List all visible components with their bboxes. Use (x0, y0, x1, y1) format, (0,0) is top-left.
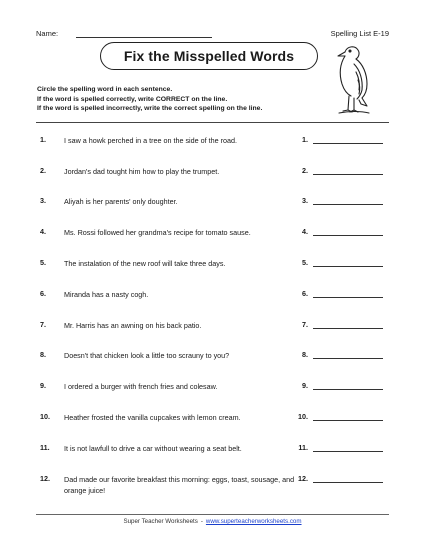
section-divider (36, 122, 389, 123)
question-sentence: Heather frosted the vanilla cupcakes with lemon cream. (64, 413, 241, 422)
question-sentence: Mr. Harris has an awning on his back patio. (64, 321, 202, 330)
answer-line[interactable] (313, 389, 383, 390)
footer-divider (36, 514, 389, 515)
question-number: 9. (40, 381, 46, 390)
answer-line[interactable] (313, 451, 383, 452)
answer-number: 11. (298, 443, 308, 452)
answer-line[interactable] (313, 482, 383, 483)
footer-separator: - (200, 518, 203, 525)
instruction-line: Circle the spelling word in each sentence. (37, 86, 173, 93)
answer-number: 3. (302, 196, 308, 205)
footer (0, 518, 425, 525)
answer-number: 9. (302, 381, 308, 390)
question-number: 8. (40, 350, 46, 359)
answer-line[interactable] (313, 143, 383, 144)
question-number: 11. (40, 443, 50, 452)
answer-number: 5. (302, 258, 308, 267)
instruction-line: If the word is spelled correctly, write CORRECT on the line. (37, 95, 228, 103)
question-sentence: It is not lawfull to drive a car without wearing a seat belt. (64, 444, 242, 453)
instructions (37, 85, 262, 114)
question-number: 6. (40, 289, 46, 298)
question-number: 10. (40, 412, 50, 421)
question-number: 7. (40, 320, 46, 329)
question-number: 5. (40, 258, 46, 267)
name-blank-line[interactable] (76, 37, 212, 38)
question-number: 3. (40, 196, 46, 205)
answer-line[interactable] (313, 358, 383, 359)
footer-url-link[interactable]: www.superteacherworksheets.com (205, 518, 302, 525)
answer-number: 7. (302, 320, 308, 329)
question-number: 12. (40, 474, 50, 483)
question-sentence: I saw a howk perched in a tree on the side of the road. (64, 136, 238, 145)
question-sentence: Doesn't that chicken look a little too scrauny to you? (64, 351, 230, 360)
instruction-line: If the word is spelled incorrectly, write the correct spelling on the line. (37, 105, 263, 112)
answer-number: 2. (302, 166, 308, 175)
question-sentence: Aliyah is her parents' only doughter. (64, 197, 178, 206)
title-banner (100, 42, 318, 70)
answer-number: 10. (298, 412, 308, 421)
answer-number: 6. (302, 289, 308, 298)
question-sentence: Jordan's dad tought him how to play the trumpet. (64, 167, 220, 176)
spelling-list-label: Spelling List E-19 (330, 29, 389, 38)
answer-line[interactable] (313, 328, 383, 329)
page-title: Fix the Misspelled Words (123, 48, 295, 64)
question-number: 1. (40, 135, 46, 144)
question-number: 2. (40, 166, 46, 175)
answer-line[interactable] (313, 297, 383, 298)
answer-line[interactable] (313, 204, 383, 205)
footer-brand: Super Teacher Worksheets (123, 518, 198, 525)
question-sentence: I ordered a burger with french fries and colesaw. (64, 382, 218, 391)
question-sentence: The instalation of the new roof will take three days. (64, 259, 226, 268)
bird-illustration-icon (325, 42, 375, 120)
answer-line[interactable] (313, 420, 383, 421)
answer-number: 8. (302, 350, 308, 359)
question-number: 4. (40, 227, 46, 236)
answer-line[interactable] (313, 235, 383, 236)
answer-line[interactable] (313, 266, 383, 267)
answer-number: 4. (302, 227, 308, 236)
answer-number: 12. (298, 474, 308, 483)
question-sentence: Ms. Rossi followed her grandma's recipe for tomato sause. (64, 228, 251, 237)
question-sentence: Miranda has a nasty cogh. (64, 290, 149, 299)
answer-line[interactable] (313, 174, 383, 175)
question-sentence: Dad made our favorite breakfast this morning: eggs, toast, sousage, and orange juice! (64, 475, 295, 495)
answer-number: 1. (302, 135, 308, 144)
name-label: Name: (36, 29, 59, 38)
